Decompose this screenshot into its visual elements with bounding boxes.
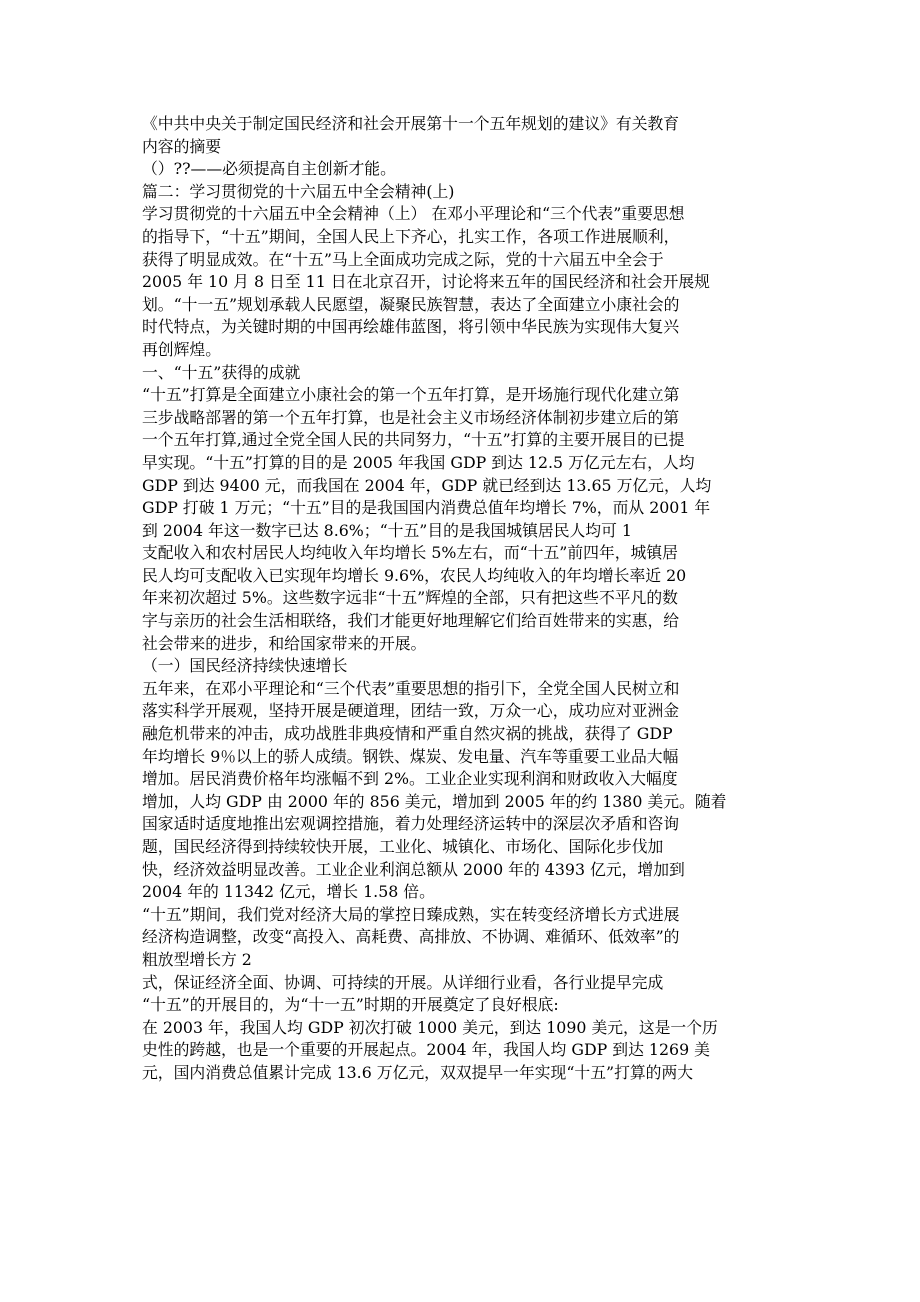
- text-line: 三步战略部署的第一个五年打算，也是社会主义市场经济体制初步建立后的第: [142, 407, 680, 427]
- text-line: 时代特点，为关键时期的中国再绘雄伟蓝图，将引领中华民族为实现伟大复兴: [142, 317, 680, 337]
- text-line: GDP 到达 9400 元，而我国在 2004 年，GDP 就已经到达 13.65 万亿元，人均: [142, 475, 712, 495]
- text-line: 获得了明显成效。在“十五”马上全面成功完成之际，党的十六届五中全会于: [142, 249, 664, 269]
- text-line: 国家适时适度地推出宏观调控措施，着力处理经济运转中的深层次矛盾和咨询: [142, 814, 680, 834]
- text-line: 再创辉煌。: [142, 339, 221, 359]
- section-heading: 篇二：学习贯彻党的十六届五中全会精神(上): [142, 181, 455, 201]
- text-line: 社会带来的进步，和给国家带来的开展。: [142, 633, 427, 653]
- text-line: 题，国民经济得到持续较快开展，工业化、城镇化、市场化、国际化步伐加: [142, 837, 664, 856]
- text-line: 经济构造调整，改变“高投入、高耗费、高排放、不协调、难循环、低效率”的: [142, 927, 680, 947]
- text-line: 2004 年的 11342 亿元，增长 1.58 倍。: [142, 882, 435, 902]
- text-line: 在 2003 年，我国人均 GDP 初次打破 1000 美元，到达 1090 美元，这是一个历: [142, 1017, 718, 1037]
- text-line: 学习贯彻党的十六届五中全会精神（上） 在邓小平理论和“三个代表”重要思想: [142, 204, 685, 224]
- text-line: 年均增长 9％以上的骄人成绩。钢铁、煤炭、发电量、汽车等重要工业品大幅: [142, 746, 679, 766]
- text-line: 年来初次超过 5%。这些数字远非“十五”辉煌的全部，只有把这些不平凡的数: [142, 588, 678, 608]
- text-line: 五年来，在邓小平理论和“三个代表”重要思想的指引下，全党全国人民树立和: [142, 678, 680, 698]
- text-line: “十五”打算是全面建立小康社会的第一个五年打算，是开场施行现代化建立第: [142, 385, 680, 405]
- text-line: “十五”期间，我们党对经济大局的掌控日臻成熟，实在转变经济增长方式进展: [142, 904, 680, 924]
- text-line: 元，国内消费总值累计完成 13.6 万亿元，双双提早一年实现“十五”打算的两大: [142, 1062, 694, 1082]
- text-line: 内容的摘要: [142, 136, 221, 156]
- text-line: 增加。居民消费价格年均涨幅不到 2%。工业企业实现利润和财政收入大幅度: [142, 769, 678, 789]
- text-line: 落实科学开展观，坚持开展是硬道理，团结一致，万众一心，成功应对亚洲金: [142, 701, 680, 721]
- text-line: 快，经济效益明显改善。工业企业利润总额从 2000 年的 4393 亿元，增加到: [142, 859, 685, 879]
- text-line: 2005 年 10 月 8 日至 11 日在北京召开，讨论将来五年的国民经济和社会开展规: [142, 272, 710, 292]
- text-line: （）??——必须提高自主创新才能。: [142, 159, 396, 179]
- text-line: 划。“十一五”规划承载人民愿望，凝聚民族智慧，表达了全面建立小康社会的: [142, 294, 680, 314]
- text-line: 字与亲历的社会生活相联络，我们才能更好地理解它们给百姓带来的实惠，给: [142, 611, 680, 631]
- text-line: 《中共中央关于制定国民经济和社会开展第十一个五年规划的建议》有关教育: [142, 114, 680, 133]
- text-line: 民人均可支配收入已实现年均增长 9.6%，农民人均纯收入的年均增长率近 20: [142, 565, 687, 585]
- text-line: 史性的跨越，也是一个重要的开展起点。2004 年，我国人均 GDP 到达 1269 美: [142, 1040, 710, 1060]
- text-line: 的指导下，“十五”期间，全国人民上下齐心，扎实工作，各项工作进展顺利，: [142, 226, 680, 246]
- section-heading: （一）国民经济持续快速增长: [142, 656, 348, 676]
- text-line: “十五”的开展目的，为“十一五”时期的开展奠定了良好根底:: [142, 995, 559, 1015]
- text-line: 增加，人均 GDP 由 2000 年的 856 美元，增加到 2005 年的约 1380 美元。随着: [142, 791, 727, 811]
- text-line: 粗放型增长方 2: [142, 949, 252, 969]
- text-line: 式，保证经济全面、协调、可持续的开展。从详细行业看，各行业提早完成: [142, 972, 664, 992]
- text-line: GDP 打破 1 万元；“十五”目的是我国国内消费总值年均增长 7%，而从 2001 年: [142, 498, 711, 518]
- text-line: 融危机带来的冲击，成功战胜非典疫情和严重自然灾祸的挑战，获得了 GDP: [142, 724, 673, 744]
- text-line: 支配收入和农村居民人均纯收入年均增长 5%左右，而“十五”前四年，城镇居: [142, 543, 678, 563]
- text-line: 到 2004 年这一数字已达 8.6%；“十五”目的是我国城镇居民人均可 1: [142, 520, 632, 540]
- text-line: 一个五年打算,通过全党全国人民的共同努力，“十五”打算的主要开展目的已提: [142, 430, 685, 450]
- document-body: [142, 113, 782, 1085]
- text-line: 早实现。“十五”打算的目的是 2005 年我国 GDP 到达 12.5 万亿元左右，人均: [142, 452, 695, 472]
- section-heading: 一、“十五”获得的成就: [142, 362, 301, 382]
